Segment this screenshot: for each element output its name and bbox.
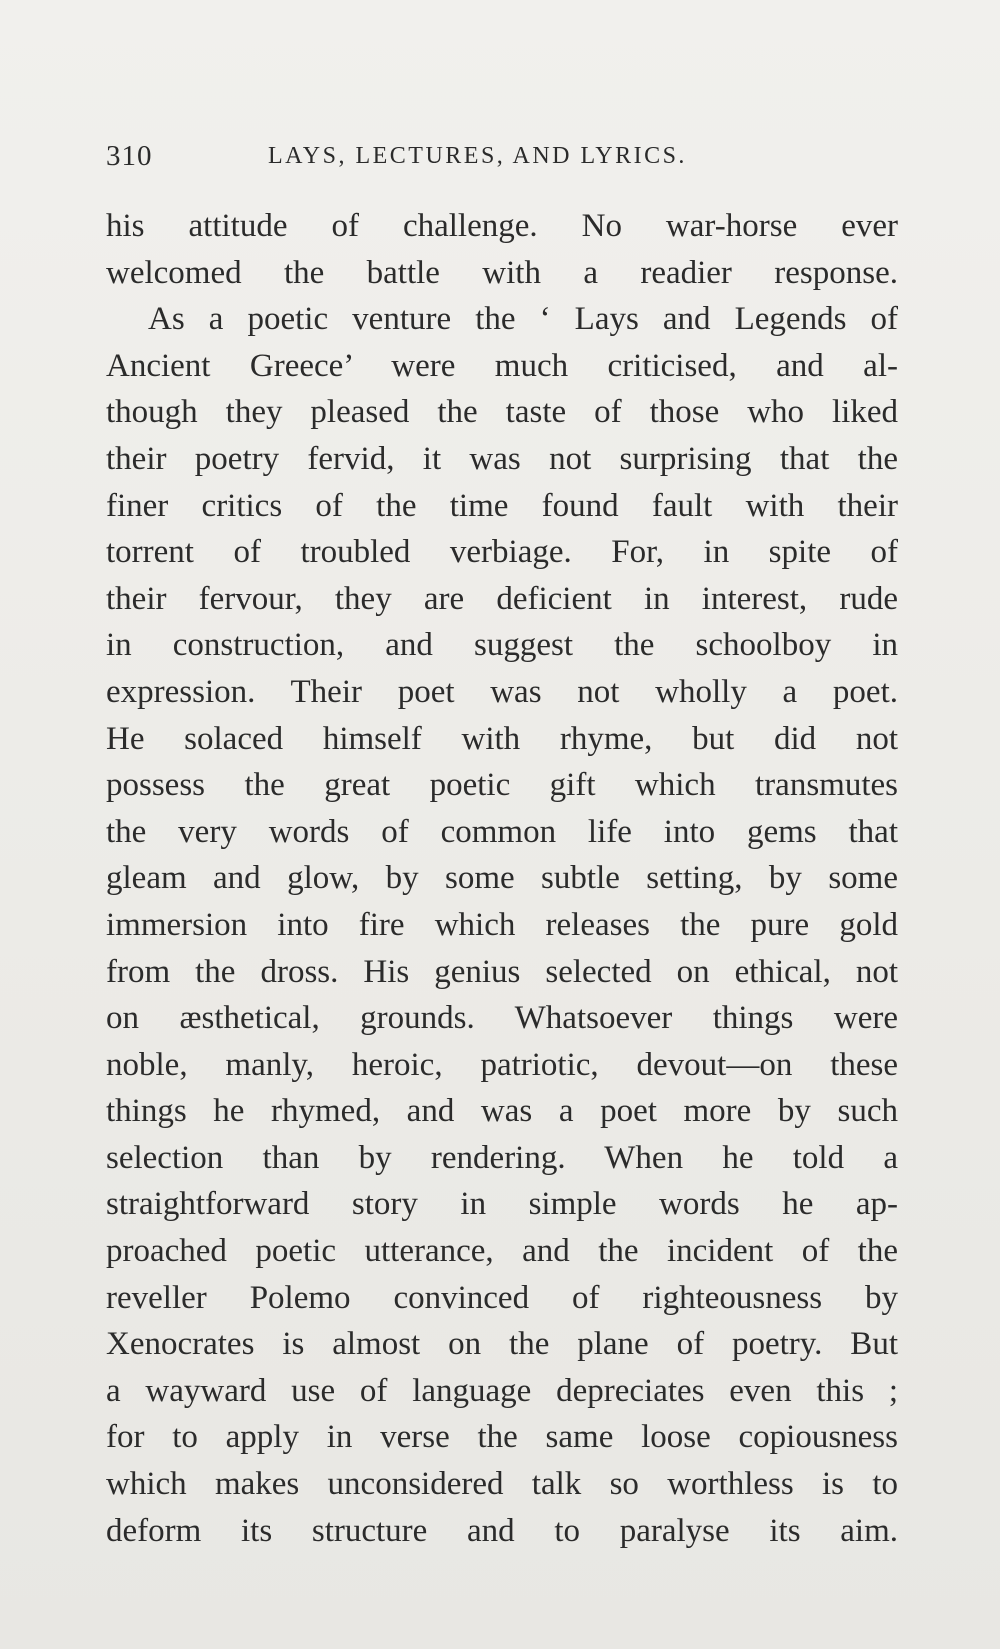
text-line: gleam and glow, by some subtle setting, by some xyxy=(106,860,898,897)
text-line: things he rhymed, and was a poet more by such xyxy=(106,1093,898,1130)
text-line: He solaced himself with rhyme, but did not xyxy=(106,720,898,757)
text-line: the very words of common life into gems that xyxy=(106,813,898,850)
text-line: finer critics of the time found fault with their xyxy=(106,487,898,524)
text-line: Xenocrates is almost on the plane of poetry. But xyxy=(106,1326,898,1363)
text-line: which makes unconsidered talk so worthless is to xyxy=(106,1466,898,1503)
text-line: expression. Their poet was not wholly a poet. xyxy=(106,673,898,710)
text-line: in construction, and suggest the schoolboy in xyxy=(106,627,898,664)
text-line: for to apply in verse the same loose copiousness xyxy=(106,1419,898,1456)
text-line: his attitude of challenge. No war-horse ever xyxy=(106,208,898,244)
text-line: immersion into fire which releases the pure gold xyxy=(106,906,898,943)
running-title: LAYS, LECTURES, AND LYRICS. xyxy=(268,143,687,169)
text-line: possess the great poetic gift which transmutes xyxy=(106,767,898,804)
page-number: 310 xyxy=(106,140,153,172)
text-line: deform its structure and to paralyse its aim. xyxy=(106,1512,898,1549)
text-line: their fervour, they are deficient in interest, rude xyxy=(106,580,898,617)
text-line: noble, manly, heroic, patriotic, devout—on these xyxy=(106,1046,898,1083)
body-text xyxy=(106,203,898,1554)
text-line: their poetry fervid, it was not surprising that the xyxy=(106,440,898,477)
text-line: welcomed the battle with a readier response. xyxy=(106,254,898,291)
text-line: torrent of troubled verbiage. For, in spite of xyxy=(106,534,898,571)
text-line: straightforward story in simple words he ap- xyxy=(106,1186,898,1223)
text-line: Ancient Greece’ were much criticised, and al- xyxy=(106,347,898,384)
text-line: from the dross. His genius selected on ethical, not xyxy=(106,953,898,990)
text-line: on æsthetical, grounds. Whatsoever things were xyxy=(106,1000,898,1037)
text-line: reveller Polemo convinced of righteousness by xyxy=(106,1279,898,1316)
page-header xyxy=(106,136,746,176)
text-line: selection than by rendering. When he told a xyxy=(106,1139,898,1176)
paragraph-first-line: As a poetic venture the ‘ Lays and Legends of xyxy=(148,301,898,338)
text-line: though they pleased the taste of those who liked xyxy=(106,394,898,431)
text-line: proached poetic utterance, and the incident of the xyxy=(106,1233,898,1270)
text-line: a wayward use of language depreciates even this ; xyxy=(106,1372,898,1409)
